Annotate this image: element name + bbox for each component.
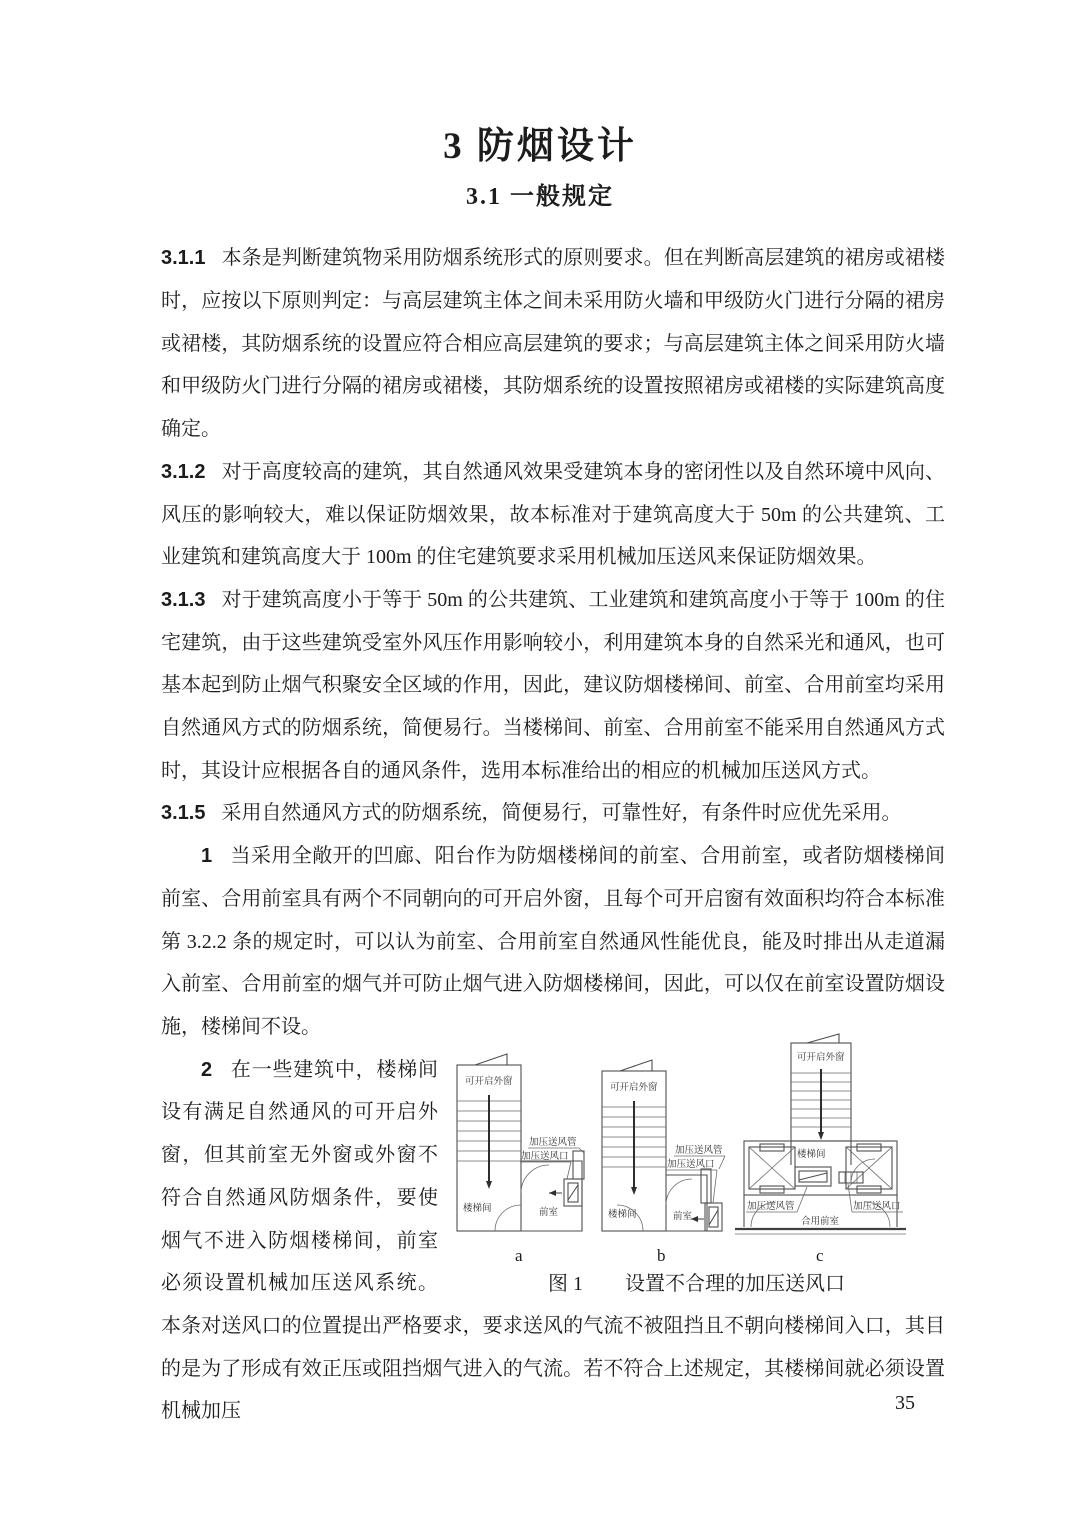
clause-text-3-1-2: 对于高度较高的建筑，其自然通风效果受建筑本身的密闭性以及自然环境中风向、风压的影响较大，难以保证防烟效果，故本标准对于建筑高度大于 50m 的公共建筑、工业建筑和建筑高度大于 100m 的住宅建筑要求采用机械加压送风来保证防烟效果。: [161, 460, 945, 569]
figure-caption-text: 设置不合理的加压送风口: [625, 1272, 845, 1295]
diagram-b-front-label: 前室: [673, 1211, 693, 1222]
diagram-b-duct-label: 加压送风管: [675, 1145, 723, 1156]
diagram-a: [457, 1054, 584, 1265]
section-title: 3.1 一般规定: [466, 183, 614, 210]
clause-number-3-1-3: 3.1.3: [161, 588, 206, 611]
diagram-c-duct-label: 加压送风管: [747, 1201, 795, 1212]
page-number: 35: [895, 1392, 915, 1414]
paragraph-3-1-3: [161, 579, 945, 793]
diagram-c-stair-label: 楼梯间: [797, 1149, 826, 1160]
diagram-b-outlet-label: 加压送风口: [667, 1159, 715, 1170]
item-number-1: 1: [201, 845, 213, 868]
paragraph-item-2: [161, 1049, 945, 1433]
paragraph-3-1-5: [161, 792, 945, 835]
diagram-b-window-label: 可开启外窗: [610, 1082, 658, 1093]
diagram-a-window-label: 可开启外窗: [465, 1076, 513, 1087]
diagram-c-window-label: 可开启外窗: [797, 1052, 845, 1063]
diagram-c-letter: c: [816, 1245, 824, 1265]
item-text-1: 当采用全敞开的凹廊、阳台作为防烟楼梯间的前室、合用前室，或者防烟楼梯间前室、合用前室具有两个不同朝向的可开启外窗，且每个可开启窗有效面积均符合本标准第 3.2.2 条的规定时，可以认为前室、合用前室自然通风性能优良，能及时排出从走道漏入前室、合用前室的烟气并可防止烟气进入防烟楼梯间，因此，可以仅在前室设置防烟设施，楼梯间不设。: [161, 845, 945, 1038]
clause-text-3-1-1: 本条是判断建筑物采用防烟系统形式的原则要求。但在判断高层建筑的裙房或裙楼时，应按以下原则判定：与高层建筑主体之间未采用防火墙和甲级防火门进行分隔的裙房或裙楼，其防烟系统的设置应符合相应高层建筑的要求；与高层建筑主体之间采用防火墙和甲级防火门进行分隔的裙房或裙楼，其防烟系统的设置按照裙房或裙楼的实际建筑高度确定。: [161, 247, 945, 441]
clause-text-3-1-3: 对于建筑高度小于等于 50m 的公共建筑、工业建筑和建筑高度小于等于 100m 的住宅建筑，由于这些建筑受室外风压作用影响较小，利用建筑本身的自然采光和通风，也可基本起到防止烟气积聚安全区域的作用，因此，建议防烟楼梯间、前室、合用前室均采用自然通风方式的防烟系统，简便易行。当楼梯间、前室、合用前室不能采用自然通风方式时，其设计应根据各自的通风条件，选用本标准给出的相应的机械加压送风方式。: [161, 588, 945, 782]
item-number-2: 2: [201, 1058, 213, 1081]
paragraph-item-1: [161, 835, 945, 1049]
figure-caption-label: 图 1: [548, 1272, 583, 1295]
diagram-b-letter: b: [657, 1245, 666, 1265]
clause-number-3-1-5: 3.1.5: [161, 802, 206, 825]
diagram-a-front-label: 前室: [539, 1207, 559, 1218]
diagram-a-letter: a: [515, 1245, 523, 1265]
clause-number-3-1-2: 3.1.2: [161, 460, 206, 483]
clause-text-3-1-5: 采用自然通风方式的防烟系统，简便易行，可靠性好，有条件时应优先采用。: [221, 802, 902, 825]
figure-caption: [448, 1271, 945, 1297]
item-text-2: 在一些建筑中，楼梯间设有满足自然通风的可开启外窗，但其前室无外窗或外窗不符合自然通风防烟条件，要使烟气不进入防烟楼梯间，前室必须设置机械加压送风系统。本条对送风口的位置提出严格要求，要求送风的气流不被阻挡且不朝向楼梯间入口，其目的是为了形成有效正压或阻挡烟气进入的气流。若不符合上述规定，其楼梯间就必须设置机械加压: [161, 1058, 945, 1423]
diagram-c: [735, 1034, 906, 1265]
diagram-a-outlet-label: 加压送风口: [521, 1151, 569, 1162]
figure-1: [448, 1031, 945, 1297]
diagram-c-outlet-label: 加压送风口: [853, 1201, 901, 1212]
diagram-b-stair-label: 楼梯间: [608, 1209, 637, 1220]
paragraph-3-1-2: [161, 451, 945, 579]
diagram-a-stair-label: 楼梯间: [463, 1203, 492, 1214]
chapter-title: 3 防烟设计: [443, 126, 637, 167]
diagram-c-shared-front-label: 合用前室: [801, 1216, 840, 1227]
clause-number-3-1-1: 3.1.1: [161, 247, 206, 270]
figure-1-drawing: [448, 1031, 945, 1271]
diagram-a-duct-label: 加压送风管: [529, 1137, 577, 1148]
paragraph-3-1-1: [161, 237, 945, 451]
diagram-b: [602, 1060, 725, 1265]
